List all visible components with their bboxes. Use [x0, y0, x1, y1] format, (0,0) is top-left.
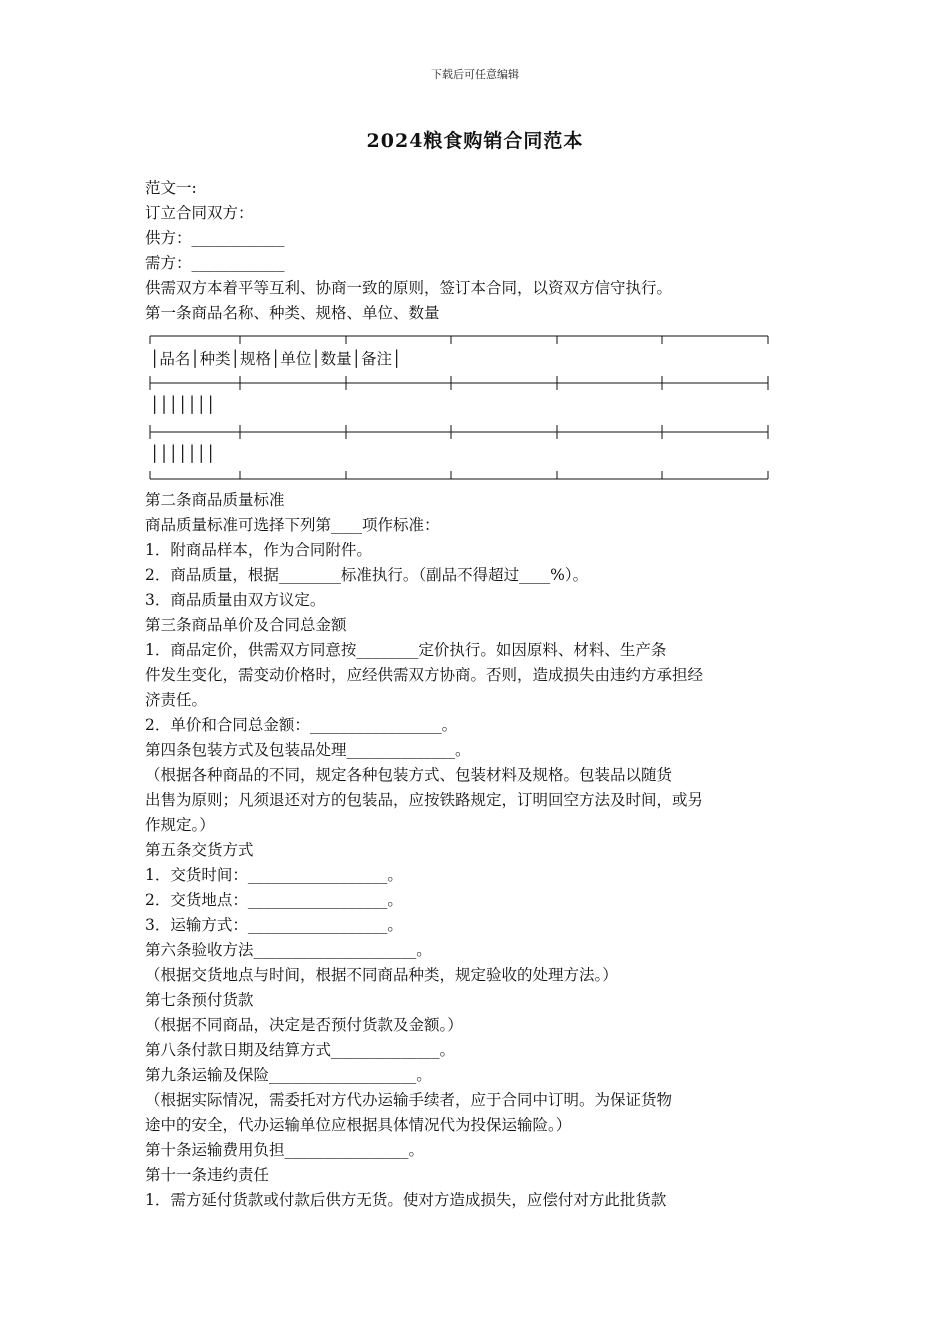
text-line: （根据实际情况，需委托对方代办运输手续者，应于合同中订明。为保证货物 — [145, 1091, 673, 1109]
text-line: 第十一条违约责任 — [145, 1166, 270, 1184]
text-line: 供方：____________ — [145, 229, 285, 247]
text-line: 订立合同双方： — [145, 204, 254, 222]
text-line: 1．交货时间：__________________。 — [145, 866, 403, 884]
text-line: 第三条商品单价及合同总金额 — [145, 616, 347, 634]
text-line: 供需双方本着平等互利、协商一致的原则，签订本合同，以资双方信守执行。 — [145, 279, 673, 297]
page-header: 下载后可任意编辑 — [431, 68, 519, 81]
text-line: 第五条交货方式 — [145, 841, 254, 859]
text-line: 济责任。 — [145, 691, 208, 709]
text-line: 第一条商品名称、种类、规格、单位、数量 — [145, 304, 440, 322]
text-line: 需方：____________ — [145, 254, 285, 272]
text-line: （根据交货地点与时间，根据不同商品种类，规定验收的处理方法。） — [145, 966, 618, 984]
text-line: 第七条预付货款 — [145, 991, 254, 1009]
text-line: 第九条运输及保险___________________。 — [145, 1066, 432, 1084]
table-header-row: │品名│种类│规格│单位│数量│备注│ — [150, 350, 402, 368]
text-line: 商品质量标准可选择下列第____项作标准： — [145, 516, 440, 534]
goods-table — [148, 331, 772, 483]
text-line: 件发生变化，需变动价格时，应经供需双方协商。否则，造成损失由违约方承担经 — [145, 666, 704, 684]
text-line: （根据各种商品的不同，规定各种包装方式、包装材料及规格。包装品以随货 — [145, 766, 673, 784]
text-line: 3．商品质量由双方议定。 — [145, 591, 326, 609]
text-line: 2．单价和合同总金额：_________________。 — [145, 716, 458, 734]
text-line: 2．交货地点：__________________。 — [145, 891, 403, 909]
contract-body — [145, 176, 795, 1213]
text-line: 3．运输方式：__________________。 — [145, 916, 403, 934]
text-line: 第四条包装方式及包装品处理______________。 — [145, 741, 471, 759]
text-line: 2．商品质量，根据________标准执行。（副品不得超过____%）。 — [145, 566, 589, 584]
text-line: 范文一: — [145, 179, 197, 197]
text-line: 第十条运输费用负担________________。 — [145, 1141, 425, 1159]
text-line: 1．附商品样本，作为合同附件。 — [145, 541, 372, 559]
text-line: 1．商品定价，供需双方同意按________定价执行。如因原料、材料、生产条 — [145, 641, 667, 659]
text-line: 第六条验收方法_____________________。 — [145, 941, 432, 959]
text-line: 第八条付款日期及结算方式______________。 — [145, 1041, 456, 1059]
text-line: 途中的安全，代办运输单位应根据具体情况代为投保运输险。） — [145, 1116, 572, 1134]
text-line: 作规定。） — [145, 816, 215, 834]
text-line: 出售为原则；凡须退还对方的包装品，应按铁路规定，订明回空方法及时间，或另 — [145, 791, 704, 809]
table-row: │││││││ — [150, 396, 216, 414]
text-line: 1．需方延付货款或付款后供方无货。使对方造成损失，应偿付对方此批货款 — [145, 1191, 667, 1209]
text-line: （根据不同商品，决定是否预付货款及金额。） — [145, 1016, 463, 1034]
table-row: │││││││ — [150, 445, 216, 463]
document-title: 2024粮食购销合同范本 — [366, 130, 584, 152]
text-line: 第二条商品质量标准 — [145, 491, 285, 509]
